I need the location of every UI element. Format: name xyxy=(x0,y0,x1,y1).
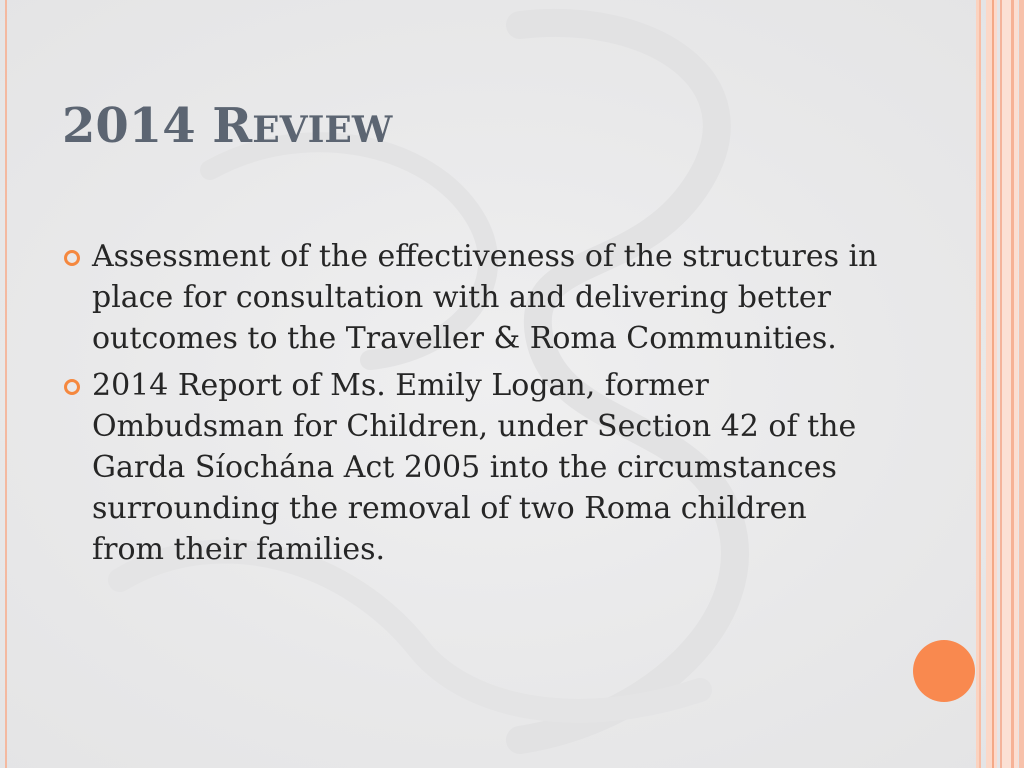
slide-title xyxy=(62,98,392,158)
hollow-circle-bullet-icon xyxy=(64,379,80,395)
stripe-light-5 xyxy=(1014,0,1018,768)
bullet-text: Assessment of the effectiveness of the structures in place for consultation with and delivering better outcomes to the Traveller & Roma Communities. xyxy=(92,239,878,356)
hollow-circle-bullet-icon xyxy=(64,250,80,266)
bullet-item xyxy=(60,236,880,359)
stripe-medium-1 xyxy=(979,0,981,768)
title-first: 2014 R xyxy=(62,98,253,154)
title-rest: EVIEW xyxy=(252,109,393,151)
stripe-thin-2 xyxy=(1019,0,1024,768)
bullet-list xyxy=(60,236,880,576)
right-decorative-stripes xyxy=(976,0,1024,768)
stripe-light-4 xyxy=(1002,0,1011,768)
bullet-text: 2014 Report of Ms. Emily Logan, former Ombudsman for Children, under Section 42 of the Garda Síochána Act 2005 into the circumstances surrounding the removal of two Roma children from their families. xyxy=(92,368,857,567)
orange-circle-icon xyxy=(913,640,975,702)
stripe-light-3 xyxy=(994,0,997,768)
left-accent-rule xyxy=(5,0,7,768)
bullet-item xyxy=(60,365,880,570)
